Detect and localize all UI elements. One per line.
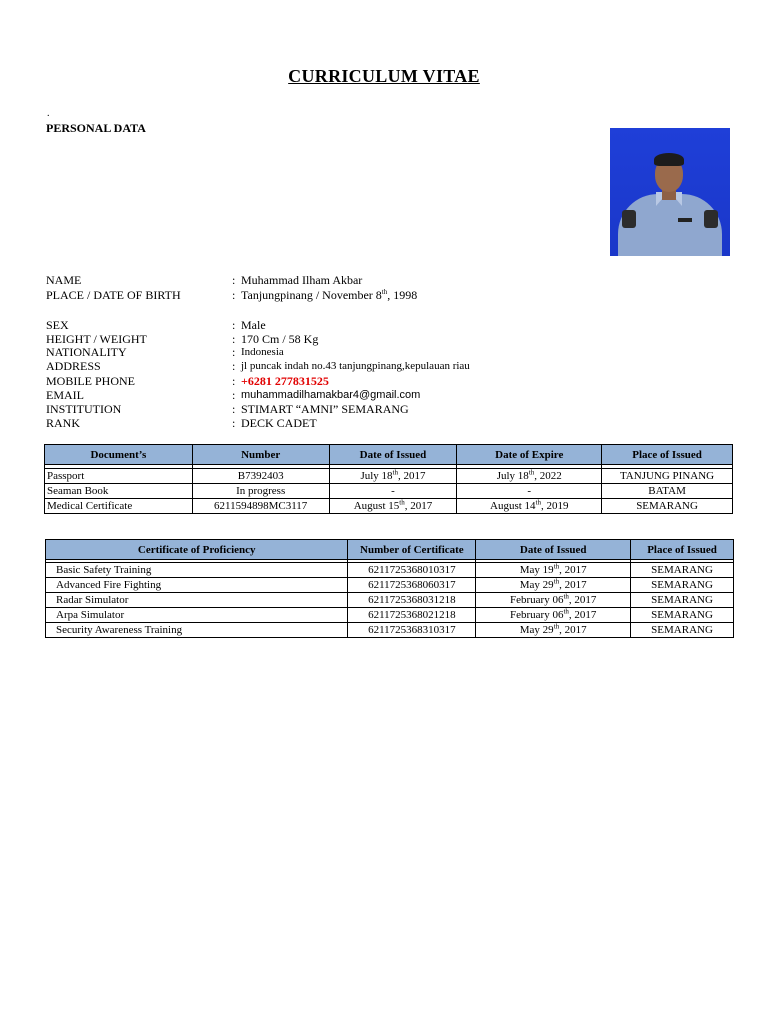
- place-issued: SEMARANG: [631, 593, 734, 608]
- height-weight-label: HEIGHT / WEIGHT: [46, 332, 147, 346]
- table-header-row: [45, 445, 733, 465]
- nationality-value: Indonesia: [241, 346, 284, 358]
- certificate-number: 6211725368031218: [348, 593, 476, 608]
- date-issued: February 06th, 2017: [476, 593, 631, 608]
- column-header: Number: [192, 445, 329, 465]
- document-number: 6211594898MC3117: [192, 499, 329, 514]
- pob-year: , 1998: [387, 288, 418, 302]
- column-header: Place of Issued: [631, 540, 734, 560]
- certificate-name: Radar Simulator: [46, 593, 348, 608]
- colon: :: [232, 318, 236, 332]
- table-row: [45, 469, 733, 484]
- certificate-name: Advanced Fire Fighting: [46, 578, 348, 593]
- page-title: CURRICULUM VITAE: [288, 66, 480, 86]
- place-issued: SEMARANG: [631, 623, 734, 638]
- pob-place: Tanjungpinang / November 8: [241, 288, 382, 302]
- document-name: Seaman Book: [45, 484, 193, 499]
- table-row: [45, 499, 733, 514]
- colon: :: [232, 402, 236, 416]
- date-issued: -: [329, 484, 457, 499]
- address-label: ADDRESS: [46, 359, 101, 373]
- table-row: [46, 563, 734, 578]
- institution-label: INSTITUTION: [46, 402, 122, 416]
- colon: :: [232, 359, 236, 373]
- colon: :: [232, 416, 236, 430]
- date-expire: August 14th, 2019: [457, 499, 602, 514]
- table-row: [46, 623, 734, 638]
- place-issued: SEMARANG: [631, 563, 734, 578]
- certificate-number: 6211725368010317: [348, 563, 476, 578]
- profile-photo: [610, 128, 730, 256]
- place-issued: TANJUNG PINANG: [602, 469, 733, 484]
- column-header: Place of Issued: [602, 445, 733, 465]
- colon: :: [232, 332, 236, 346]
- nationality-label: NATIONALITY: [46, 345, 127, 359]
- certificate-number: 6211725368310317: [348, 623, 476, 638]
- document-number: In progress: [192, 484, 329, 499]
- rank-value: DECK CADET: [241, 416, 317, 430]
- stray-dot: .: [47, 108, 50, 119]
- place-issued: SEMARANG: [631, 608, 734, 623]
- certificate-number: 6211725368021218: [348, 608, 476, 623]
- sex-label: SEX: [46, 318, 69, 332]
- height-weight-value: 170 Cm / 58 Kg: [241, 332, 319, 346]
- certificate-number: 6211725368060317: [348, 578, 476, 593]
- colon: :: [232, 374, 236, 388]
- date-issued: August 15th, 2017: [329, 499, 457, 514]
- date-expire: -: [457, 484, 602, 499]
- table-row: [45, 484, 733, 499]
- document-number: B7392403: [192, 469, 329, 484]
- place-issued: SEMARANG: [602, 499, 733, 514]
- pob-suffix: th: [381, 288, 388, 296]
- email-value: muhammadilhamakbar4@gmail.com: [241, 389, 421, 401]
- place-issued: BATAM: [602, 484, 733, 499]
- column-header: Date of Expire: [457, 445, 602, 465]
- phone-value: +6281 277831525: [241, 374, 329, 388]
- name-value: Muhammad Ilham Akbar: [241, 273, 363, 287]
- certificate-name: Basic Safety Training: [46, 563, 348, 578]
- certificates-table: [45, 539, 734, 638]
- table-header-row: [46, 540, 734, 560]
- pob-label: PLACE / DATE OF BIRTH: [46, 288, 181, 302]
- colon: :: [232, 273, 236, 287]
- table-row: [46, 578, 734, 593]
- sex-value: Male: [241, 318, 266, 332]
- colon: :: [232, 388, 236, 402]
- column-header: Date of Issued: [329, 445, 457, 465]
- document-name: Medical Certificate: [45, 499, 193, 514]
- column-header: Document’s: [45, 445, 193, 465]
- section-heading-personal-data: PERSONAL DATA: [46, 121, 146, 135]
- date-expire: July 18th, 2022: [457, 469, 602, 484]
- date-issued: May 19th, 2017: [476, 563, 631, 578]
- rank-label: RANK: [46, 416, 81, 430]
- place-issued: SEMARANG: [631, 578, 734, 593]
- phone-label: MOBILE PHONE: [46, 374, 135, 388]
- date-issued: July 18th, 2017: [329, 469, 457, 484]
- name-label: NAME: [46, 273, 82, 287]
- column-header: Certificate of Proficiency: [46, 540, 348, 560]
- institution-value: STIMART “AMNI” SEMARANG: [241, 402, 409, 416]
- date-issued: February 06th, 2017: [476, 608, 631, 623]
- colon: :: [232, 288, 236, 302]
- date-issued: May 29th, 2017: [476, 578, 631, 593]
- table-row: [46, 593, 734, 608]
- documents-table: [44, 444, 733, 514]
- document-name: Passport: [45, 469, 193, 484]
- address-value: jl puncak indah no.43 tanjungpinang,kepulauan riau: [241, 360, 470, 372]
- certificate-name: Security Awareness Training: [46, 623, 348, 638]
- column-header: Number of Certificate: [348, 540, 476, 560]
- column-header: Date of Issued: [476, 540, 631, 560]
- table-row: [46, 608, 734, 623]
- pob-value: [241, 288, 417, 302]
- certificate-name: Arpa Simulator: [46, 608, 348, 623]
- colon: :: [232, 345, 236, 359]
- date-issued: May 29th, 2017: [476, 623, 631, 638]
- email-label: EMAIL: [46, 388, 84, 402]
